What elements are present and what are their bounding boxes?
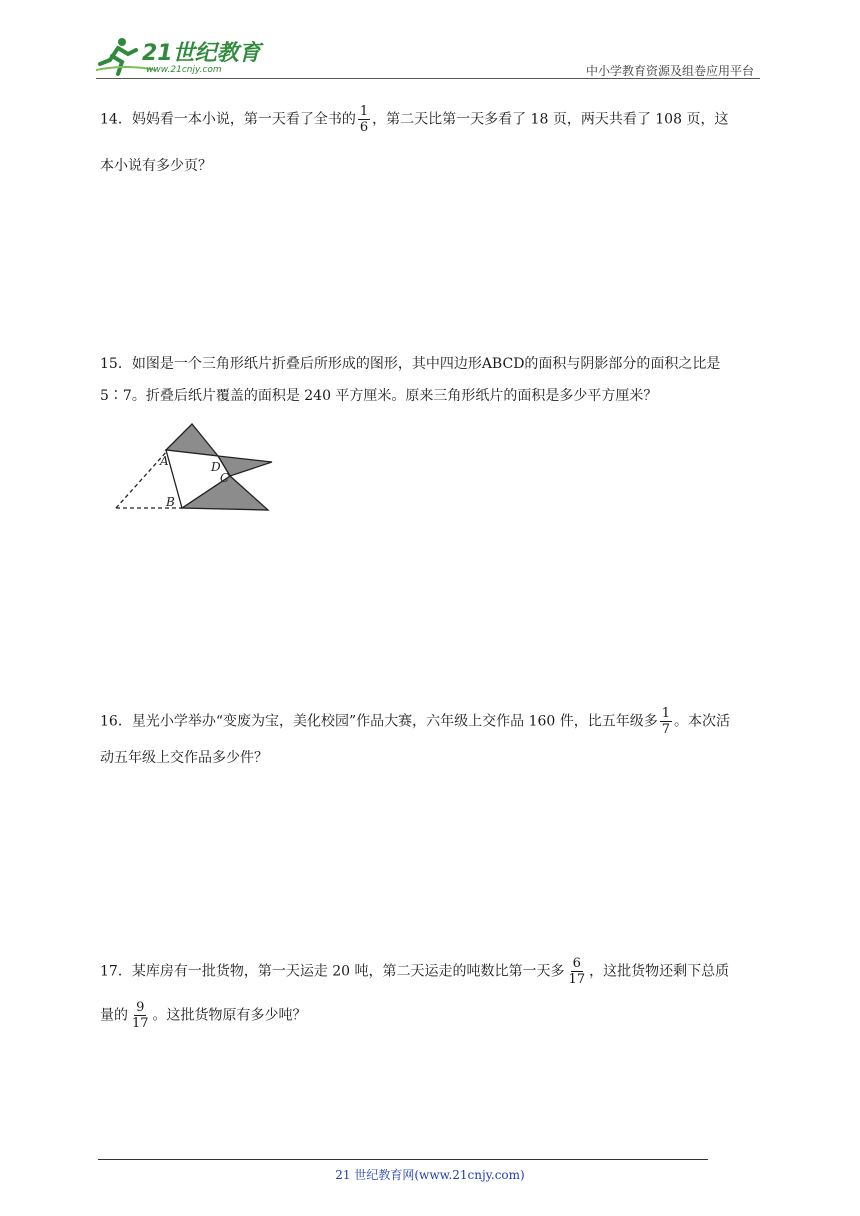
question-15-line-1	[100, 354, 720, 374]
header-divider	[96, 78, 760, 79]
question-17-line-1	[100, 956, 729, 987]
folded-triangle-figure	[110, 418, 280, 522]
fraction-numerator: 6	[572, 956, 581, 971]
fraction	[130, 1000, 151, 1031]
fraction-denominator: 17	[568, 972, 586, 987]
site-logo	[96, 34, 266, 78]
fraction	[567, 956, 588, 987]
label-b: B	[166, 495, 175, 509]
label-d: D	[211, 460, 221, 474]
footer-divider	[98, 1159, 708, 1160]
question-14-line-1	[100, 104, 728, 135]
question-16-line-2: 动五年级上交作品多少件？	[100, 750, 268, 766]
fraction-denominator: 6	[359, 120, 369, 135]
header-platform-text: 中小学教育资源及组卷应用平台	[585, 64, 754, 78]
question-text: 妈妈看一本小说，第一天看了全书的	[131, 111, 356, 128]
question-text: ，第二天比第一天多看了 18 页，两天共看了 108 页，这	[372, 111, 729, 128]
logo-text: 21世纪教育	[142, 41, 261, 66]
fraction	[660, 706, 672, 737]
fraction-numerator: 1	[661, 706, 671, 721]
question-text: 如图是一个三角形纸片折叠后所形成的图形，其中四边形ABCD的面积与阴影部分的面积之比是	[131, 356, 721, 372]
question-number: 14．	[100, 111, 132, 128]
fraction-denominator: 7	[661, 722, 671, 737]
question-number: 17．	[100, 963, 132, 980]
logo-url: www.21cnjy.com	[146, 65, 222, 75]
label-a: A	[160, 454, 169, 468]
question-14-line-2: 本小说有多少页？	[100, 158, 212, 174]
runner-logo-icon	[96, 34, 266, 78]
question-16-line-1	[100, 706, 730, 737]
question-number: 15．	[100, 356, 132, 372]
fraction-numerator: 1	[359, 104, 369, 119]
question-text: 。本次活	[674, 713, 731, 730]
fraction	[358, 104, 370, 135]
question-text: 。这批货物原有多少吨？	[152, 1007, 307, 1024]
question-text: 星光小学举办“变废为宝，美化校园”作品大赛，六年级上交作品 160 件，比五年级多	[131, 713, 658, 730]
question-number: 16．	[100, 713, 132, 730]
footer-link-text[interactable]: 21 世纪教育网(www.21cnjy.com)	[335, 1168, 525, 1182]
question-text: 某库房有一批货物，第一天运走 20 吨，第二天运走的吨数比第一天多	[131, 963, 565, 980]
label-c: C	[220, 471, 230, 485]
question-text: 量的	[100, 1007, 128, 1024]
fraction-denominator: 17	[132, 1016, 149, 1031]
question-15-line-2: 5∶7。折叠后纸片覆盖的面积是 240 平方厘米。原来三角形纸片的面积是多少平方厘米？	[100, 388, 658, 404]
fraction-numerator: 9	[136, 1000, 145, 1015]
question-17-line-2	[100, 1000, 307, 1031]
question-text: ，这批货物还剩下总质	[589, 963, 730, 980]
